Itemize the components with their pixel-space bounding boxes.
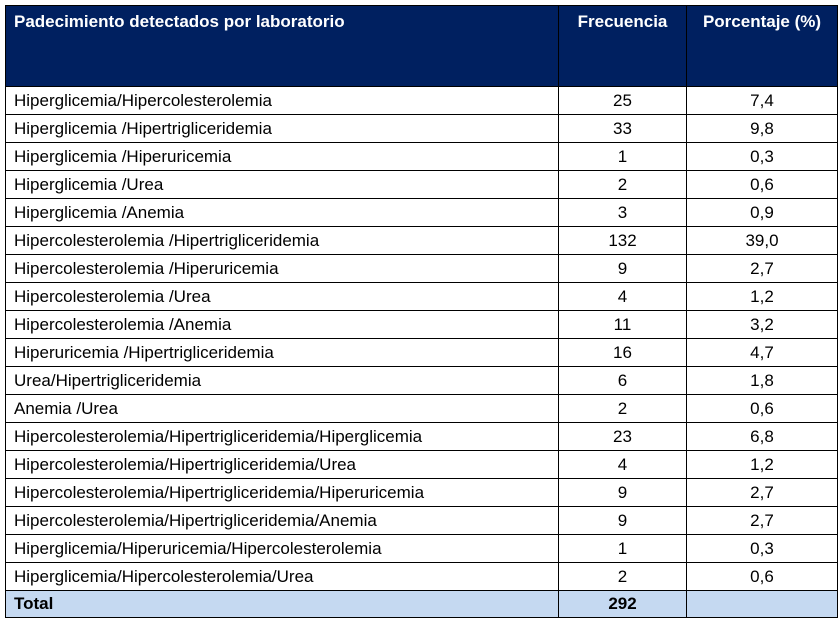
- cell-frequency: 2: [559, 171, 687, 199]
- cell-frequency: 2: [559, 563, 687, 591]
- table-container: [5, 5, 838, 618]
- header-frequency: Frecuencia: [559, 6, 687, 87]
- cell-frequency: 9: [559, 255, 687, 283]
- cell-percentage: 4,7: [687, 339, 838, 367]
- table-row: [6, 339, 838, 367]
- cell-frequency: 132: [559, 227, 687, 255]
- cell-percentage: 0,6: [687, 395, 838, 423]
- cell-condition: Hipercolesterolemia/Hipertrigliceridemia/Hiperglicemia: [6, 423, 559, 451]
- cell-percentage: 2,7: [687, 479, 838, 507]
- table-row: [6, 227, 838, 255]
- table-row: [6, 535, 838, 563]
- cell-condition: Hiperglicemia/Hipercolesterolemia: [6, 87, 559, 115]
- table-row: [6, 423, 838, 451]
- cell-condition: Hipercolesterolemia /Anemia: [6, 311, 559, 339]
- total-frequency: 292: [559, 591, 687, 618]
- table-row: [6, 507, 838, 535]
- cell-frequency: 25: [559, 87, 687, 115]
- cell-percentage: 9,8: [687, 115, 838, 143]
- cell-percentage: 1,8: [687, 367, 838, 395]
- cell-frequency: 16: [559, 339, 687, 367]
- cell-frequency: 23: [559, 423, 687, 451]
- table-header: [6, 6, 838, 87]
- table-row: [6, 143, 838, 171]
- cell-condition: Hipercolesterolemia /Hiperuricemia: [6, 255, 559, 283]
- cell-condition: Hiperglicemia /Anemia: [6, 199, 559, 227]
- header-condition: Padecimiento detectados por laboratorio: [6, 6, 559, 87]
- cell-percentage: 2,7: [687, 507, 838, 535]
- cell-condition: Hipercolesterolemia /Urea: [6, 283, 559, 311]
- cell-percentage: 2,7: [687, 255, 838, 283]
- cell-condition: Urea/Hipertrigliceridemia: [6, 367, 559, 395]
- cell-percentage: 1,2: [687, 451, 838, 479]
- cell-percentage: 6,8: [687, 423, 838, 451]
- table-row: [6, 563, 838, 591]
- cell-condition: Hipercolesterolemia/Hipertrigliceridemia/Anemia: [6, 507, 559, 535]
- table-row: [6, 367, 838, 395]
- cell-condition: Hipercolesterolemia /Hipertrigliceridemia: [6, 227, 559, 255]
- table-row: [6, 283, 838, 311]
- table-row: [6, 171, 838, 199]
- cell-condition: Hiperglicemia/Hipercolesterolemia/Urea: [6, 563, 559, 591]
- cell-frequency: 4: [559, 451, 687, 479]
- cell-condition: Hiperuricemia /Hipertrigliceridemia: [6, 339, 559, 367]
- cell-frequency: 9: [559, 479, 687, 507]
- header-row: [6, 6, 838, 87]
- table-row: [6, 451, 838, 479]
- cell-percentage: 0,3: [687, 143, 838, 171]
- cell-condition: Hipercolesterolemia/Hipertrigliceridemia/Hiperuricemia: [6, 479, 559, 507]
- cell-frequency: 11: [559, 311, 687, 339]
- cell-frequency: 6: [559, 367, 687, 395]
- cell-frequency: 2: [559, 395, 687, 423]
- cell-frequency: 3: [559, 199, 687, 227]
- total-row: [6, 591, 838, 618]
- cell-frequency: 4: [559, 283, 687, 311]
- table-row: [6, 311, 838, 339]
- cell-percentage: 3,2: [687, 311, 838, 339]
- cell-frequency: 1: [559, 143, 687, 171]
- cell-frequency: 33: [559, 115, 687, 143]
- cell-condition: Hiperglicemia /Urea: [6, 171, 559, 199]
- cell-percentage: 0,6: [687, 171, 838, 199]
- total-percentage: [687, 591, 838, 618]
- cell-percentage: 0,6: [687, 563, 838, 591]
- table-row: [6, 255, 838, 283]
- cell-condition: Hiperglicemia /Hipertrigliceridemia: [6, 115, 559, 143]
- table-body: [6, 87, 838, 591]
- table-footer: [6, 591, 838, 618]
- cell-percentage: 0,9: [687, 199, 838, 227]
- cell-percentage: 0,3: [687, 535, 838, 563]
- table-row: [6, 87, 838, 115]
- lab-conditions-table: [5, 5, 838, 618]
- cell-condition: Hiperglicemia /Hiperuricemia: [6, 143, 559, 171]
- cell-condition: Anemia /Urea: [6, 395, 559, 423]
- table-row: [6, 115, 838, 143]
- cell-percentage: 7,4: [687, 87, 838, 115]
- cell-condition: Hipercolesterolemia/Hipertrigliceridemia/Urea: [6, 451, 559, 479]
- cell-percentage: 1,2: [687, 283, 838, 311]
- cell-frequency: 1: [559, 535, 687, 563]
- table-row: [6, 199, 838, 227]
- cell-frequency: 9: [559, 507, 687, 535]
- header-percentage: Porcentaje (%): [687, 6, 838, 87]
- cell-condition: Hiperglicemia/Hiperuricemia/Hipercolesterolemia: [6, 535, 559, 563]
- table-row: [6, 395, 838, 423]
- cell-percentage: 39,0: [687, 227, 838, 255]
- table-row: [6, 479, 838, 507]
- total-label: Total: [6, 591, 559, 618]
